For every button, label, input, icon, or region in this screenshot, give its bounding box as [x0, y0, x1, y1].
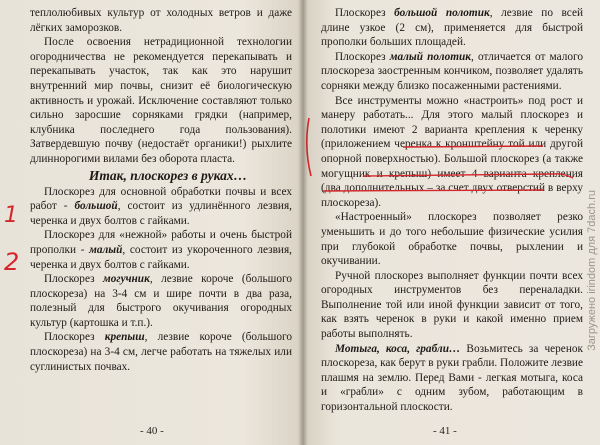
handwritten-mark-2: 2 — [4, 248, 20, 276]
list-item: Плоскорез для «нежной» работы и очень быстрой прополки - малый, состоит из укороченного лезвия, черенка и двух болтов с гайками. — [30, 229, 292, 271]
list-item: Плоскорез для основной обработки почвы и всех работ - большой, состоит из удлинённого лезвия, черенка и двух болтов с гайками. — [30, 185, 293, 227]
watermark: Загружено irindom для 7dach.ru — [586, 190, 598, 351]
list-item: Плоскорез крепыш, лезвие короче (большого плоскореза) на 3-4 см, легче работать на тяжелых или суглинистых почвах. — [30, 331, 293, 373]
list-item: Плоскорез малый полотик, отличается от малого плоскореза заостренным кончиком, позволяет удалять сорняки между близко посаженными растениями. — [321, 50, 583, 92]
book-gutter — [298, 0, 308, 445]
list-item: Плоскорез большой полотик, лезвие по всей длине узкое (2 см), применяется для быстрой прополки больших площадей. — [321, 7, 584, 49]
handwritten-annotations-left — [0, 0, 30, 445]
right-paragraph: Ручной плоскорез выполняет функции почти всех огородных инструментов без переналадки. Выполнение той или иной функции зависит от того, как взять черенок в руки и какой именно прием работы выполнять. — [321, 269, 583, 341]
list-item: Мотыга, коса, грабли… Возьмитесь за черенок плоскореза, как берут в руки грабли. Положите лезвие плашмя на землю. Перед Вами - легкая мотыга, коса и «грабли» с одним зубом, работающим в горизонтальной плоскости. — [321, 342, 583, 414]
left-paragraph: теплолюбивых культур от холодных ветров и даже лёгких заморозков. — [30, 7, 292, 34]
right-paragraph: Все инструменты можно «настроить» под рост и манеру работать... Для этого малый плоскорез и полотики имеют 2 варианта крепления к черенку (приложением черенка к кронштейну той или другой опорной поверхностью). Большой плоскорез (а также могущник и крепыш) имеет 4 варианта крепления (два дополнительных – за счет двух отверстий в верху плоскореза). — [321, 94, 583, 209]
right-paragraph: «Настроенный» плоскорез позволяет резко уменьшить и до того небольшие физические усилия при глубокой обработке почвы, рыхлении и окучивании. — [321, 211, 583, 268]
page-number-right: - 41 - — [433, 425, 457, 437]
left-paragraph: После освоения нетрадиционной технологии огородничества не рекомендуется перекапывать и перекапывать участок, так как это нарушит внутренний мир почвы, снизит её биологическую активность и урожай. Исключение составляют только сильно заросшие сорняками грядки (например, клубника последнего года пользования). Затвердевшую почву (недостаёт органики!) рыхлите длиннорогими вилами без оборота пласта. — [30, 36, 292, 165]
handwritten-mark-1: 1 — [4, 203, 18, 228]
left-page-text — [30, 6, 292, 374]
list-item: Плоскорез могучник, лезвие короче (большого плоскореза) на 3-4 см и шире почти в два раза, полезный для быстрого окучивания огородных культур (картошка и т.п.). — [30, 273, 293, 329]
page-number-left: - 40 - — [140, 425, 164, 437]
section-heading: Итак, плоскорез в руках… — [88, 167, 248, 183]
right-page — [303, 0, 600, 445]
right-page-text — [321, 6, 583, 415]
